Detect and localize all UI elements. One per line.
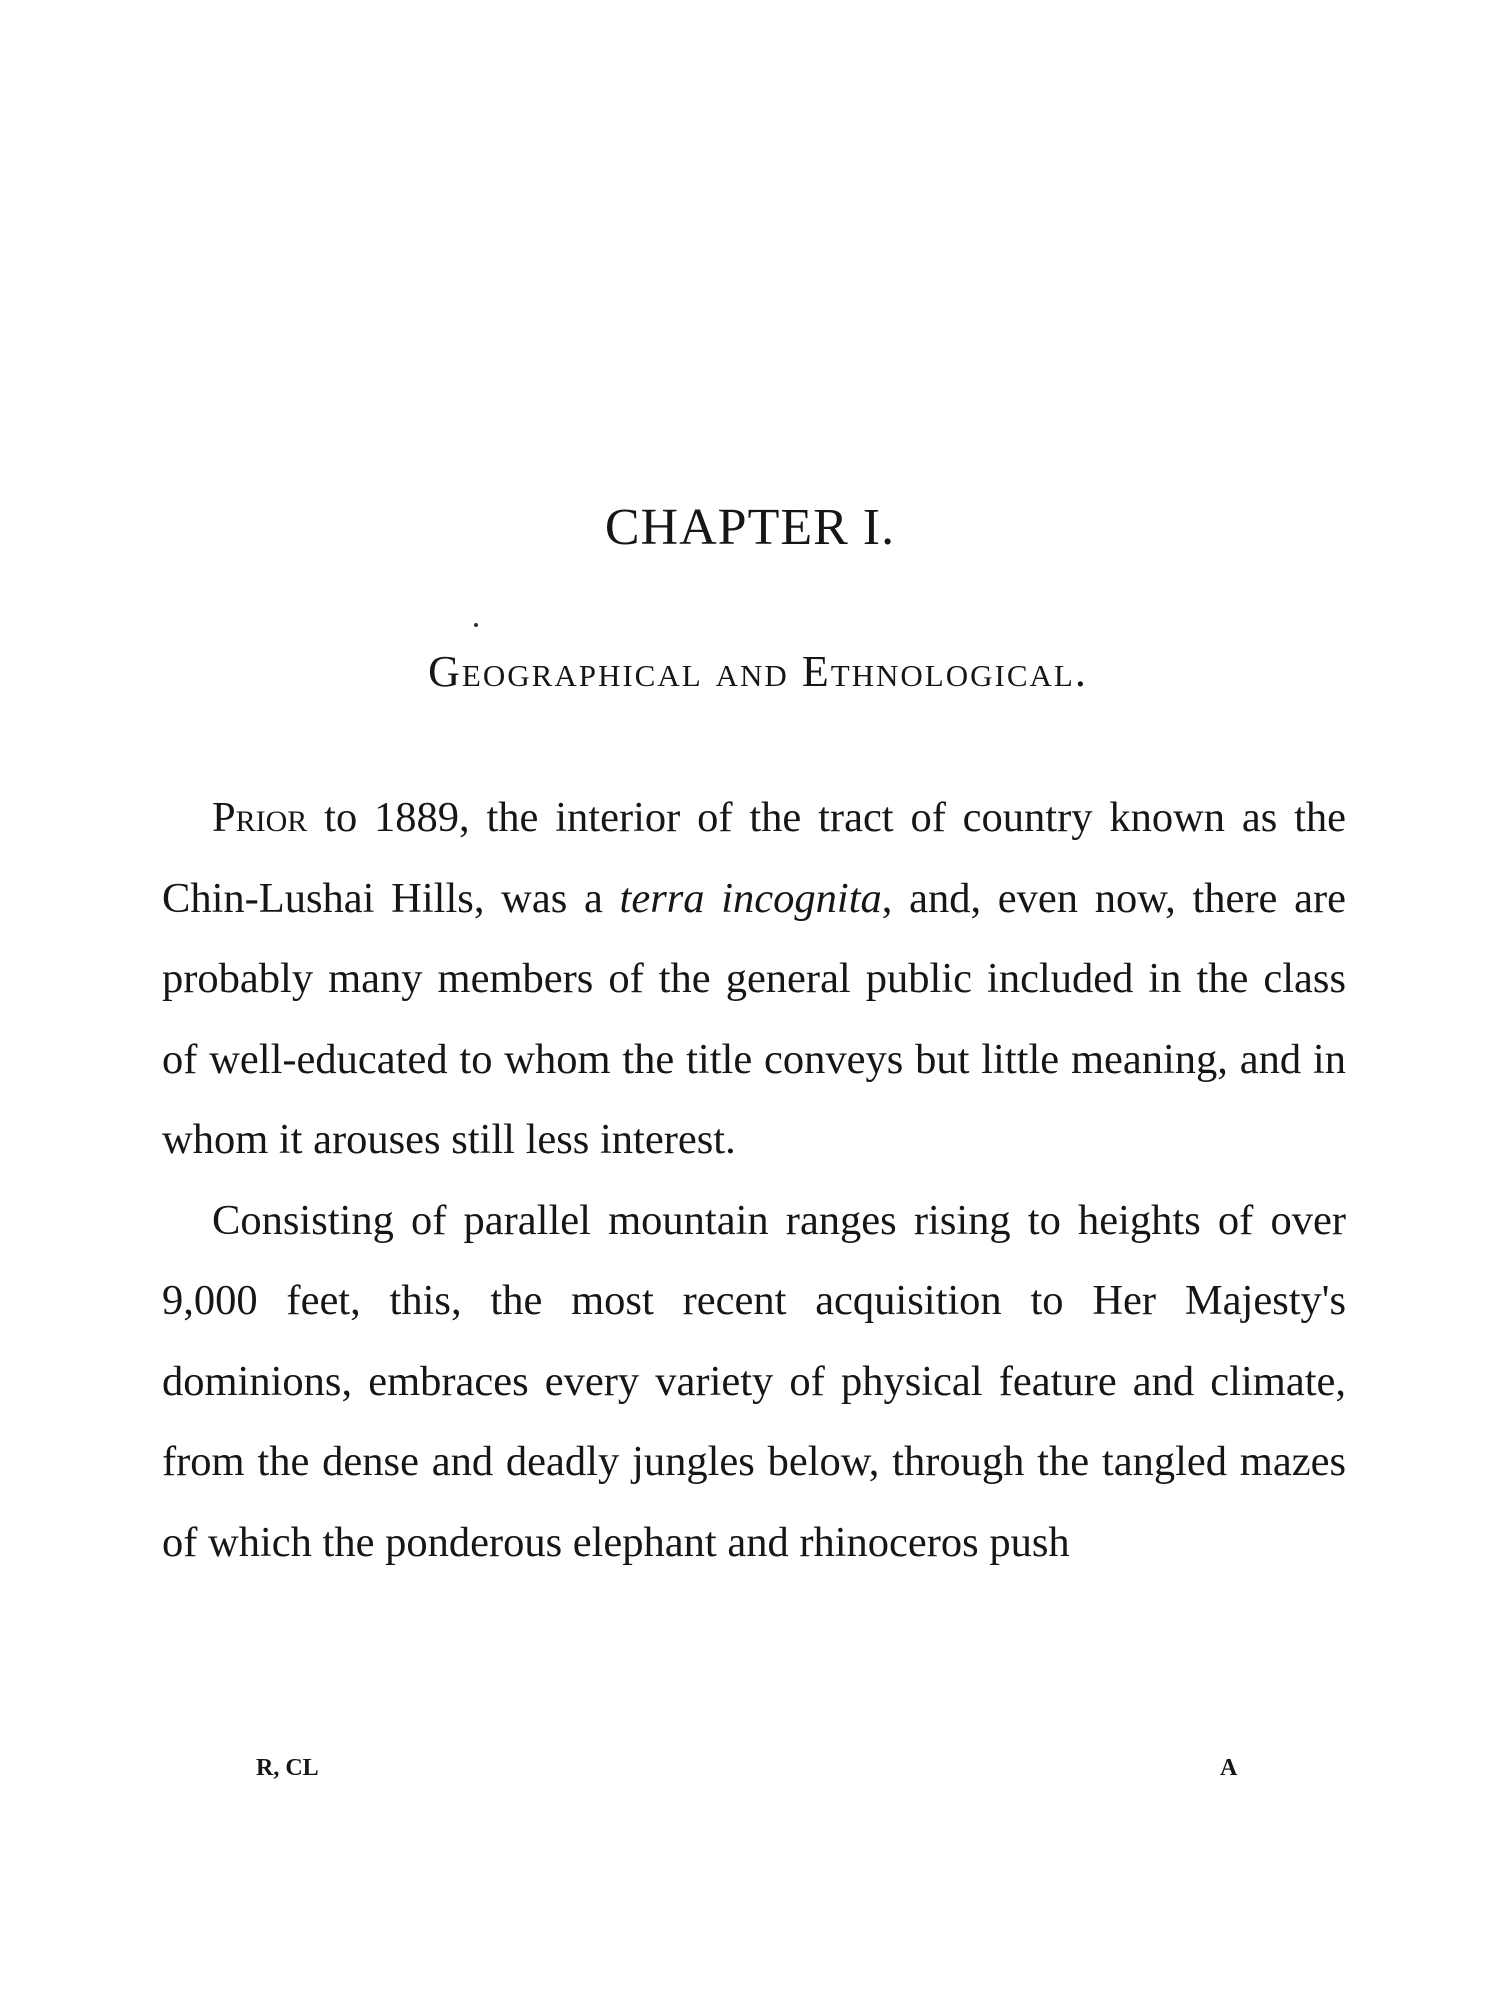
- chapter-title: CHAPTER I.: [604, 499, 896, 556]
- signature-mark-left: R, CL: [256, 1755, 319, 1781]
- paragraph-1-text-b: , and, even now, there are probably many members of the general public included in the class of well-educated to whom the title conveys but little meaning, and in whom it arouses still less interest.: [162, 874, 1347, 1163]
- body-text: [162, 778, 1346, 1583]
- print-speck: [474, 623, 478, 627]
- paragraph-lead-word: Prior: [212, 794, 308, 841]
- chapter-subtitle: Geographical and Ethnological.: [428, 647, 1088, 696]
- paragraph-1-text-a: to 1889, the interior of the tract of country known as the Chin-Lushai Hills, was a: [162, 794, 1346, 922]
- paragraph-1-italic: terra incognita: [619, 874, 882, 922]
- paragraph-2: Consisting of parallel mountain ranges rising to heights of over 9,000 feet, this, the most recent acquisition to Her Majesty's dominions, embraces every variety of physical feature and climate, from the dense and deadly jungles below, through the tangled mazes of which the ponderous elephant and rhinoceros push: [162, 1196, 1346, 1566]
- signature-mark-right: A: [1220, 1755, 1238, 1781]
- paragraph-1: [162, 778, 1346, 1181]
